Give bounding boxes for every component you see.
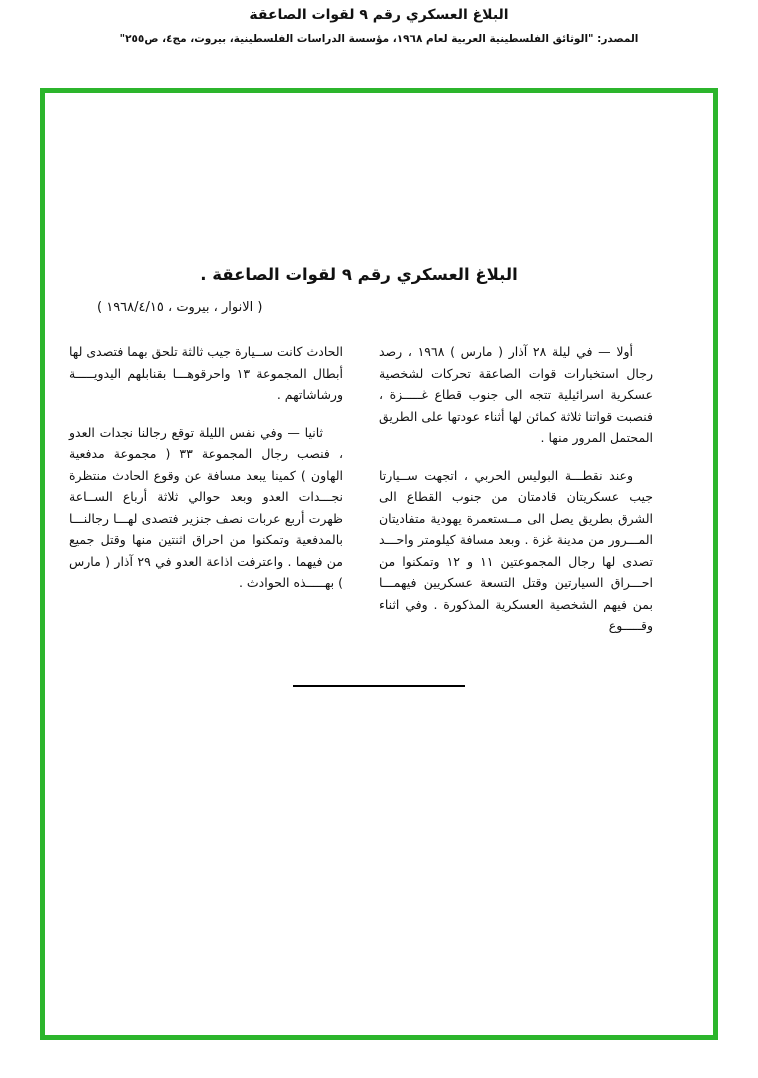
column-left [69, 341, 343, 653]
page-header [0, 0, 758, 45]
document-columns [45, 341, 713, 653]
paragraph-continuation: الحادث كانت ســيارة جيب ثالثة تلحق بهما فتصدى لها أبطال المجموعة ١٣ واحرقوهـــا بقنابلهم اليدويـــــة ورشاشاتهم . [69, 344, 343, 402]
page-header-title: البلاغ العسكري رقم ٩ لقوات الصاعقة [249, 7, 509, 23]
paragraph-first: أولا — في ليلة ٢٨ آذار ( مارس ) ١٩٦٨ ، رصد رجال استخبارات قوات الصاعقة تحركات لشخصية عسكرية اسرائيلية تتجه الى جنوب قطاع غـــــزة ، فنصبت قواتنا ثلاثة كمائن لها أثناء عودتها على الطريق المحتمل المرور منها . [379, 344, 653, 445]
paragraph-second: وعند نقطـــة البوليس الحربي ، اتجهت ســيارتا جيب عسكريتان قادمتان من جنوب القطاع الى الشرق بطريق يصل الى مــستعمرة يهودية متفاديتان المـــرور من مدينة غزة . وبعد مسافة كيلومتر واحـــد تصدى لها رجال المجموعتين ١١ و ١٢ وتمكنوا من احـــراق السيارتين وقتل التسعة عسكريين فيهمـــا بمن فيهم الشخصية العسكرية المذكورة . وفي اثناء وقـــــوع [379, 467, 653, 633]
document-dateline: ( الانوار ، بيروت ، ١٩٦٨/٤/١٥ ) [97, 300, 263, 315]
document-scan-frame [40, 88, 718, 1040]
document-title: البلاغ العسكري رقم ٩ لقوات الصاعقة . [200, 265, 518, 284]
source-citation-line: المصدر: "الوثائق الفلسطينية العربية لعام ١٩٦٨، مؤسسة الدراسات الفلسطينية، بيروت، مج٤، ص٢٥٥" [119, 33, 639, 45]
paragraph-third: ثانيا — وفي نفس الليلة توقع رجالنا نجدات العدو ، فنصب رجال المجموعة ٣٣ ( مجموعة مدفعية الهاون ) كمينا يبعد مسافة عن وقوع الحادث منتظرة نجـــدات العدو وبعد حوالي ثلاثة أرباع الســاعة ظهرت أربع عربات نصف جنزير فتصدى لهـــا رجالنـــا بالمدفعية وتمكنوا من احراق اثنتين منها وقتل جميع من فيهما . واعترفت اذاعة العدو في ٢٩ آذار ( مارس ) بهـــــذه الحوادث . [69, 424, 344, 590]
column-right [379, 341, 653, 653]
divider-line [293, 685, 465, 687]
